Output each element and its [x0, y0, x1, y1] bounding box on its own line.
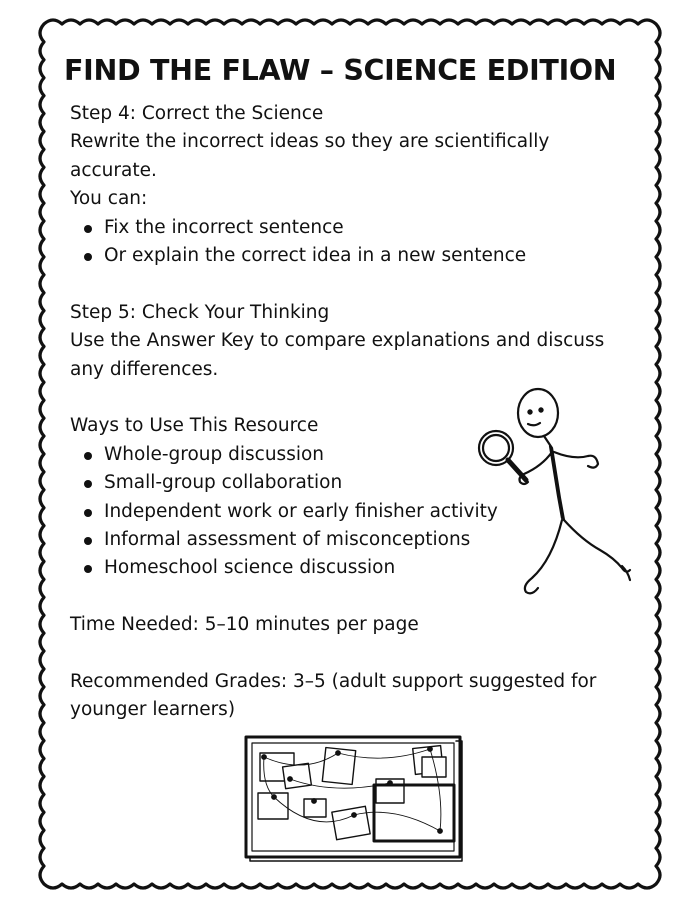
time-needed: Time Needed: 5–10 minutes per page: [70, 614, 419, 636]
list-item: Small-group collaboration: [70, 469, 640, 497]
step4-bullet-list: [70, 214, 640, 271]
step4-text-line1: Rewrite the incorrect ideas so they are scientifically: [70, 131, 550, 153]
list-item: Independent work or early finisher activity: [70, 498, 640, 526]
grades-line1: Recommended Grades: 3–5 (adult support suggested for: [70, 671, 597, 693]
step5-text-line1: Use the Answer Key to compare explanations and discuss: [70, 330, 605, 352]
list-item: Fix the incorrect sentence: [70, 214, 640, 242]
magnifying-glass-stick-figure-icon: [472, 380, 637, 605]
ways-heading: Ways to Use This Resource: [70, 415, 319, 437]
list-item: Or explain the correct idea in a new sentence: [70, 242, 640, 270]
step4-intro: You can:: [70, 188, 148, 210]
investigation-board-icon: [244, 735, 466, 863]
grades-line2: younger learners): [70, 699, 236, 721]
page-title: FIND THE FLAW – SCIENCE EDITION: [64, 54, 617, 87]
list-item: Informal assessment of misconceptions: [70, 526, 640, 554]
list-item: Whole-group discussion: [70, 441, 640, 469]
step5-heading: Step 5: Check Your Thinking: [70, 301, 330, 323]
step4-text-line2: accurate.: [70, 159, 157, 181]
step4-heading: Step 4: Correct the Science: [70, 103, 324, 124]
step5-text-line2: any differences.: [70, 358, 219, 380]
list-item: Homeschool science discussion: [70, 554, 640, 582]
